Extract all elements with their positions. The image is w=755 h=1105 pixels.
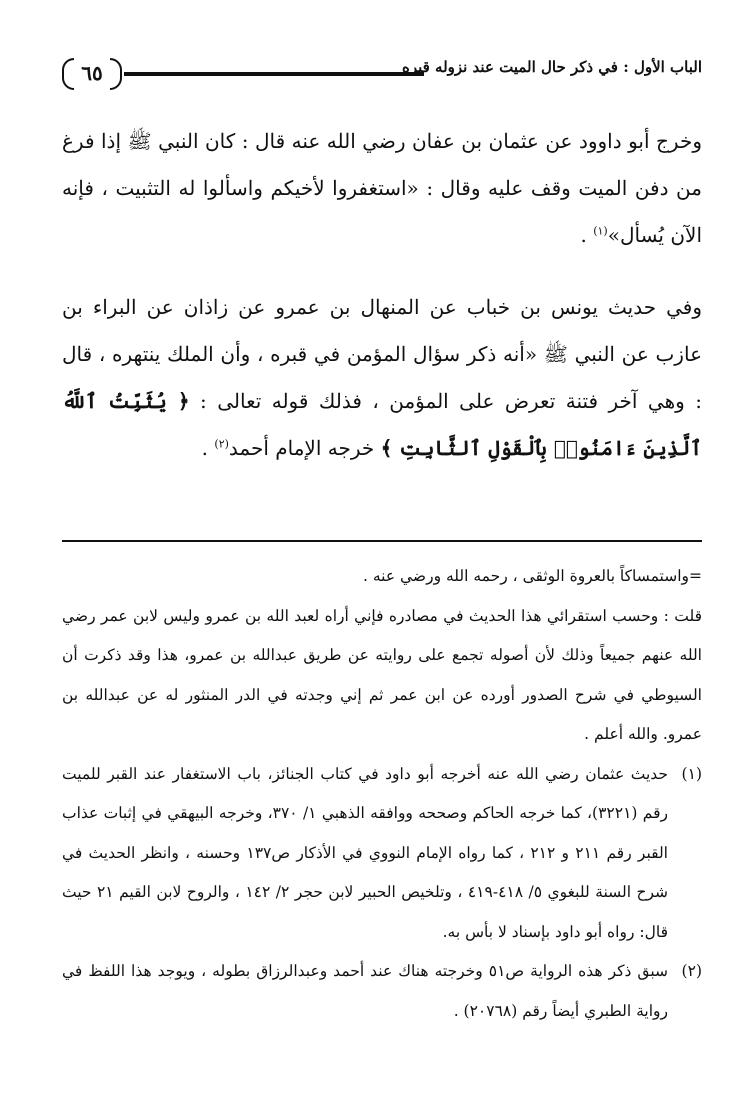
right-bracket-ornament xyxy=(110,58,122,90)
footnote-number: (١) xyxy=(681,764,702,783)
punctuation: . xyxy=(580,223,594,247)
footnote-continuation: =واستمساكاً بالعروة الوثقى ، رحمه الله ورضي عنه . xyxy=(362,567,702,585)
header-rule xyxy=(124,72,424,76)
footnotes-section xyxy=(62,557,702,1031)
footnote-ref-2: (٢) xyxy=(214,437,229,451)
quran-verse: ﴿ يُثَبِّتُ ٱللَّهُ ٱلَّذِينَ ءَامَنُوا۟ بِٱلْقَوْلِ ٱلثَّابِتِ ﴾ xyxy=(62,389,702,460)
footnote-2 xyxy=(62,952,702,1031)
punctuation: . xyxy=(201,436,215,460)
body-paragraph-1 xyxy=(62,118,702,259)
footnote-number: (٢) xyxy=(681,962,702,980)
footnote-text: حديث عثمان رضي الله عنه أخرجه أبو داود في كتاب الجنائز، باب الاستغفار عند القبر للميت رقم (٣٢٢١)، كما خرجه الحاكم وصححه ووافقه الذهبي ١/ ٣٧٠، وخرجه البيهقي في إثبات عذاب القبر رقم ٢١١ و ٢١٢ ، كما رواه الإمام النووي في الأذكار ص١٣٧ وحسنه ، وانظر الحديث في شرح السنة للبغوي ٥/ ٤١٨-٤١٩ ، وتلخيص الحبير لابن حجر ٢/ ١٤٢ ، والروح لابن القيم ٢١ حيث قال: رواه أبو داود بإسناد لا بأس به. xyxy=(62,764,669,941)
footnote-text: سبق ذكر هذه الرواية ص٥١ وخرجته هناك عند أحمد وعبدالرزاق بطوله ، ويوجد هذا اللفظ في رواية الطبري أيضاً رقم (٢٠٧٦٨) . xyxy=(62,962,668,1020)
paragraph-text: خرجه الإمام أحمد xyxy=(228,436,381,460)
paragraph-text: وفي حديث يونس بن خباب عن المنهال بن عمرو عن زاذان عن البراء بن عازب عن النبي ﷺ «أنه ذكر سؤال المؤمن في قبره ، وأن الملك ينتهره ، قال : وهي آخر فتنة تعرض على المؤمن ، فذلك قوله تعالى : xyxy=(62,295,702,413)
left-bracket-ornament xyxy=(62,58,74,90)
editor-note: قلت : وحسب استقرائي هذا الحديث في مصادره فإني أراه لعبد الله بن عمرو وليس لابن عمر رضي الله عنهم جميعاً وذلك لأن أصوله تجمع على روايته عن طريق عبدالله بن عمرو، هذا وقد ذكرت أن السيوطي في شرح الصدور أورده عن ابن عمر ثم إني وجدته في الدر المنثور له عن عبدالله بن عمرو. والله أعلم . xyxy=(62,606,702,743)
page-number-badge xyxy=(62,58,122,88)
body-paragraph-2 xyxy=(62,284,702,472)
footnote-separator xyxy=(62,540,702,542)
footnote-1 xyxy=(62,755,702,953)
main-text xyxy=(62,118,702,497)
chapter-title: الباب الأول : في ذكر حال الميت عند نزوله قبره xyxy=(401,58,702,76)
running-header xyxy=(62,52,702,92)
footnote-ref-1: (١) xyxy=(593,224,608,238)
paragraph-text: وخرج أبو داوود عن عثمان بن عفان رضي الله عنه قال : كان النبي ﷺ إذا فرغ من دفن الميت وقف عليه وقال : «استغفروا لأخيكم واسألوا له التثبيت ، فإنه الآن يُسأل» xyxy=(62,129,702,247)
page-number: ٦٥ xyxy=(81,61,103,85)
